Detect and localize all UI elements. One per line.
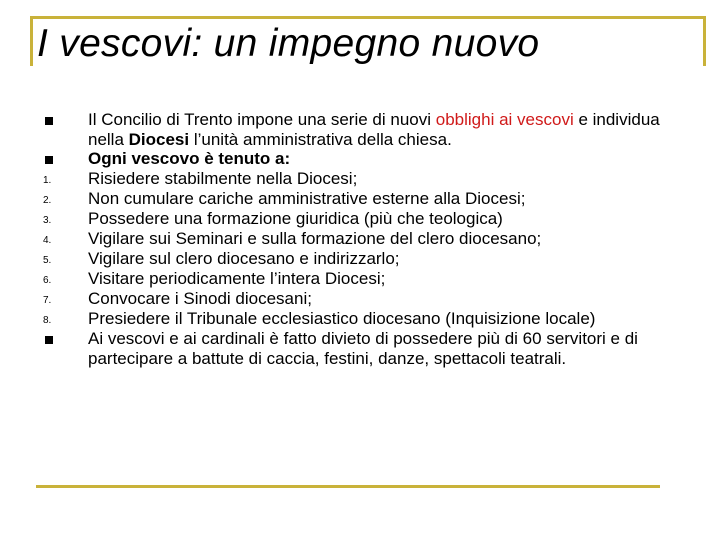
text-segment: Vigilare sul clero diocesano e indirizzarlo; (88, 249, 400, 268)
title-frame-left-line (30, 16, 33, 66)
text-segment: l’unità amministrativa della chiesa. (189, 129, 452, 149)
text-segment: Vigilare sui Seminari e sulla formazione del clero diocesano; (88, 229, 542, 248)
item-text (88, 169, 660, 189)
bullet-item (40, 329, 660, 368)
text-segment: Visitare periodicamente l’intera Diocesi; (88, 269, 386, 288)
text-segment: Risiedere stabilmente nella Diocesi; (88, 169, 358, 188)
list-number: 4. (43, 235, 52, 246)
text-segment: Non cumulare cariche amministrative esterne alla Diocesi; (88, 189, 526, 208)
title-frame-right-line (703, 16, 706, 66)
item-text (88, 289, 660, 309)
list-number: 1. (43, 175, 52, 186)
square-bullet-icon (40, 149, 88, 169)
list-number-marker (40, 309, 88, 329)
item-text (88, 269, 660, 289)
text-segment: Il Concilio di Trento impone una serie di nuovi (88, 110, 436, 129)
title-frame-top-line (30, 16, 706, 19)
numbered-item (40, 229, 660, 249)
list-number: 7. (43, 295, 52, 306)
content-list (40, 110, 660, 368)
item-text (88, 189, 660, 209)
numbered-item (40, 249, 660, 269)
bullet-item (40, 110, 660, 149)
square-bullet-icon (40, 110, 88, 130)
list-number-marker (40, 249, 88, 269)
item-text (88, 149, 660, 169)
numbered-item (40, 169, 660, 189)
numbered-item (40, 309, 660, 329)
numbered-item (40, 189, 660, 209)
square-bullet-icon (45, 156, 53, 164)
item-text (88, 249, 660, 269)
list-number: 8. (43, 315, 52, 326)
list-number: 2. (43, 195, 52, 206)
list-number-marker (40, 169, 88, 189)
item-text (88, 229, 660, 249)
item-text (88, 329, 660, 368)
bottom-divider (36, 485, 660, 488)
text-segment: e individua nella (88, 110, 660, 149)
list-number-marker (40, 209, 88, 229)
square-bullet-icon (45, 336, 53, 344)
item-text (88, 209, 660, 229)
item-text (88, 110, 660, 149)
list-number: 5. (43, 255, 52, 266)
text-segment: Ai vescovi e ai cardinali è fatto divieto di possedere più di 60 servitori e di partecipare a battute di caccia, festini, danze, spettacoli teatrali. (88, 329, 638, 368)
square-bullet-icon (40, 329, 88, 349)
list-number-marker (40, 269, 88, 289)
text-segment: Presiedere il Tribunale ecclesiastico diocesano (Inquisizione locale) (88, 309, 596, 328)
list-number: 6. (43, 275, 52, 286)
slide-title: I vescovi: un impegno nuovo (37, 22, 540, 65)
square-bullet-icon (45, 117, 53, 125)
list-number-marker (40, 289, 88, 309)
text-segment: Convocare i Sinodi diocesani; (88, 289, 312, 308)
bold-text: Ogni vescovo è tenuto a: (88, 149, 291, 168)
highlighted-text: obblighi ai vescovi (435, 110, 574, 129)
list-number-marker (40, 229, 88, 249)
list-number: 3. (43, 215, 52, 226)
numbered-item (40, 269, 660, 289)
numbered-item (40, 209, 660, 229)
text-segment: Possedere una formazione giuridica (più che teologica) (88, 209, 503, 228)
numbered-item (40, 289, 660, 309)
list-number-marker (40, 189, 88, 209)
bullet-item (40, 149, 660, 169)
bold-text: Diocesi (128, 129, 190, 149)
item-text (88, 309, 660, 329)
